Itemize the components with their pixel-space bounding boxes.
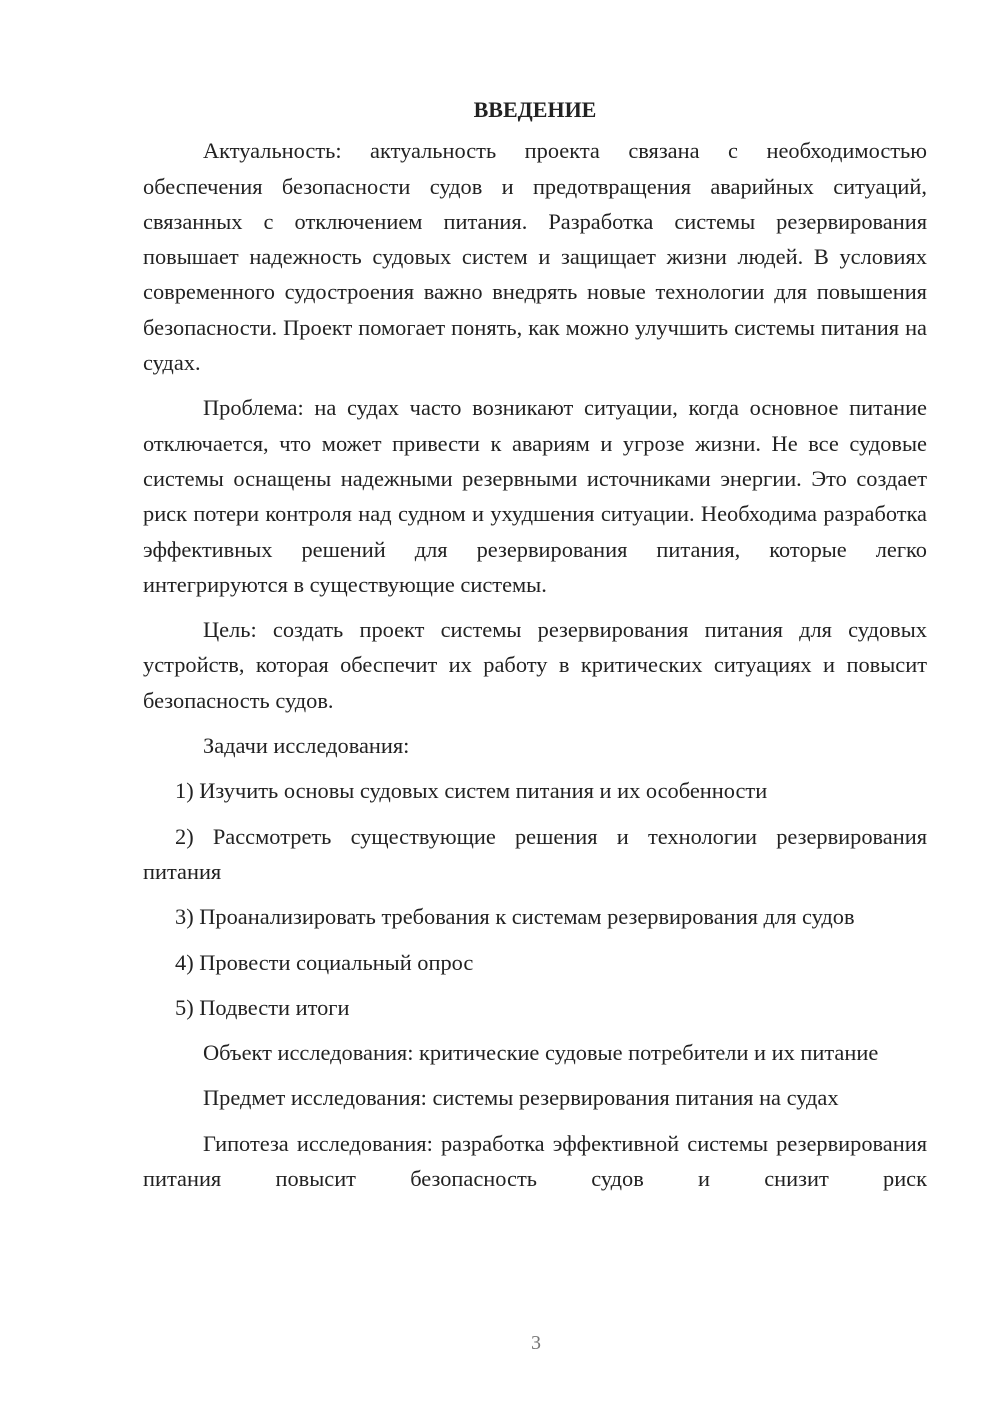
paragraph-goal: Цель: создать проект системы резервирования питания для судовых устройств, которая обеспечит их работу в критических ситуациях и повысит безопасность судов. xyxy=(143,617,927,713)
paragraph-relevance: Актуальность: актуальность проекта связана с необходимостью обеспечения безопасности судов и предотвращения аварийных ситуаций, связанных с отключением питания. Разработка системы резервирования повышает надежность судовых систем и защищает жизни людей. В условиях современного судостроения важно внедрять новые технологии для повышения безопасности. Проект помогает понять, как можно улучшить системы питания на судах. xyxy=(143,138,927,376)
paragraph-object: Объект исследования: критические судовые потребители и их питание xyxy=(203,1040,879,1066)
paragraph-hypothesis: Гипотеза исследования: разработка эффективной системы резервирования питания повысит безопасность судов и снизит риск xyxy=(143,1130,927,1192)
task-item-4: 4) Провести социальный опрос xyxy=(175,949,474,975)
task-item-2: 2) Рассмотреть существующие решения и технологии резервирования питания xyxy=(143,823,927,884)
tasks-heading: Задачи исследования: xyxy=(203,733,410,759)
document-body xyxy=(143,92,927,1196)
task-item-5: 5) Подвести итоги xyxy=(175,994,350,1020)
task-item-3: 3) Проанализировать требования к системам резервирования для судов xyxy=(175,904,855,930)
task-item-1: 1) Изучить основы судовых систем питания и их особенности xyxy=(175,778,768,804)
page-number: 3 xyxy=(531,1332,541,1354)
paragraph-subject: Предмет исследования: системы резервирования питания на судах xyxy=(203,1085,839,1111)
section-title: ВВЕДЕНИЕ xyxy=(473,97,597,122)
paragraph-problem: Проблема: на судах часто возникают ситуации, когда основное питание отключается, что может привести к авариям и угрозе жизни. Не все судовые системы оснащены надежными резервными источниками энергии. Это создает риск потери контроля над судном и ухудшения ситуации. Необходима разработка эффективных решений для резервирования питания, которые легко интегрируются в существующие системы. xyxy=(143,395,927,597)
